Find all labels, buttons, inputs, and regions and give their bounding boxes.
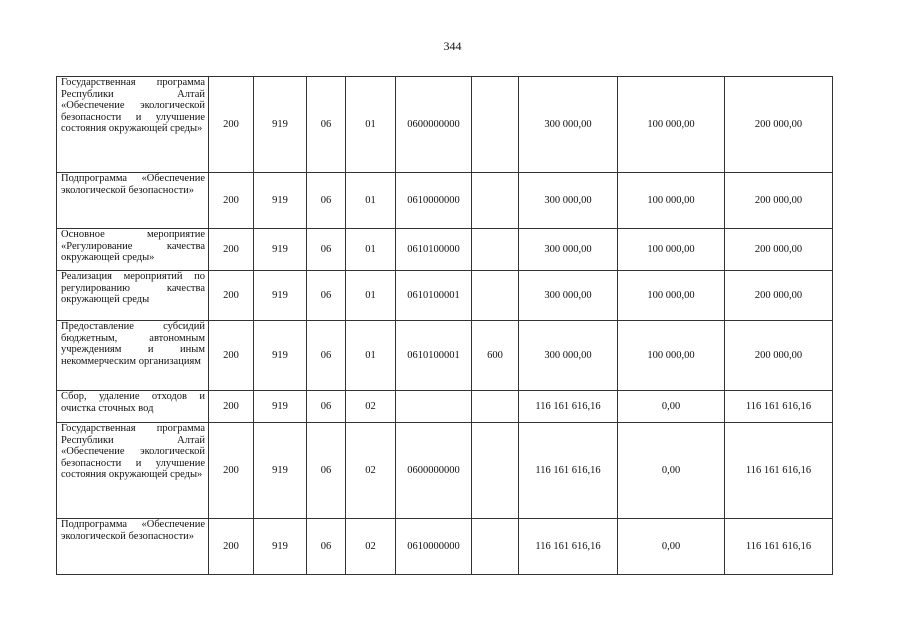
cell-regional-amount: 200 000,00 xyxy=(725,229,833,271)
cell-grbs-code: 919 xyxy=(254,173,307,229)
cell-regional-amount: 200 000,00 xyxy=(725,77,833,173)
cell-section: 06 xyxy=(307,229,346,271)
table-row xyxy=(57,321,833,391)
cell-name: Подпрограмма «Обеспечение экологической безопасности» xyxy=(57,173,209,229)
cell-federal-amount: 0,00 xyxy=(618,391,725,423)
cell-subsection: 01 xyxy=(346,77,396,173)
table-row xyxy=(57,423,833,519)
cell-admin-code: 200 xyxy=(209,391,254,423)
cell-section: 06 xyxy=(307,321,346,391)
cell-subsection: 02 xyxy=(346,391,396,423)
cell-section: 06 xyxy=(307,173,346,229)
cell-target-article: 0610100001 xyxy=(396,321,472,391)
cell-grbs-code: 919 xyxy=(254,519,307,575)
cell-admin-code: 200 xyxy=(209,77,254,173)
cell-expense-type: 600 xyxy=(472,321,519,391)
cell-target-article: 0610000000 xyxy=(396,519,472,575)
cell-grbs-code: 919 xyxy=(254,391,307,423)
cell-admin-code: 200 xyxy=(209,173,254,229)
cell-expense-type xyxy=(472,229,519,271)
cell-name: Государственная программа Республики Алтай «Обеспечение экологической безопасности и улучшение состояния окружающей среды» xyxy=(57,423,209,519)
cell-regional-amount: 200 000,00 xyxy=(725,173,833,229)
cell-regional-amount: 116 161 616,16 xyxy=(725,391,833,423)
cell-target-article: 0600000000 xyxy=(396,77,472,173)
cell-total-amount: 300 000,00 xyxy=(519,229,618,271)
cell-federal-amount: 100 000,00 xyxy=(618,229,725,271)
cell-grbs-code: 919 xyxy=(254,77,307,173)
cell-federal-amount: 100 000,00 xyxy=(618,77,725,173)
cell-grbs-code: 919 xyxy=(254,229,307,271)
cell-target-article: 0610100001 xyxy=(396,271,472,321)
cell-grbs-code: 919 xyxy=(254,321,307,391)
table-row xyxy=(57,229,833,271)
cell-federal-amount: 100 000,00 xyxy=(618,173,725,229)
cell-admin-code: 200 xyxy=(209,271,254,321)
cell-regional-amount: 116 161 616,16 xyxy=(725,519,833,575)
cell-name: Подпрограмма «Обеспечение экологической безопасности» xyxy=(57,519,209,575)
cell-total-amount: 116 161 616,16 xyxy=(519,519,618,575)
cell-federal-amount: 0,00 xyxy=(618,519,725,575)
table-row xyxy=(57,77,833,173)
cell-federal-amount: 100 000,00 xyxy=(618,321,725,391)
table-row xyxy=(57,173,833,229)
cell-expense-type xyxy=(472,423,519,519)
cell-grbs-code: 919 xyxy=(254,423,307,519)
cell-total-amount: 300 000,00 xyxy=(519,77,618,173)
cell-federal-amount: 100 000,00 xyxy=(618,271,725,321)
cell-name: Сбор, удаление отходов и очистка сточных вод xyxy=(57,391,209,423)
cell-section: 06 xyxy=(307,519,346,575)
cell-expense-type xyxy=(472,271,519,321)
cell-target-article: 0610100000 xyxy=(396,229,472,271)
budget-table xyxy=(56,76,833,575)
cell-admin-code: 200 xyxy=(209,519,254,575)
cell-expense-type xyxy=(472,173,519,229)
cell-target-article: 0600000000 xyxy=(396,423,472,519)
cell-name: Государственная программа Республики Алтай «Обеспечение экологической безопасности и улучшение состояния окружающей среды» xyxy=(57,77,209,173)
cell-name: Реализация мероприятий по регулированию качества окружающей среды xyxy=(57,271,209,321)
cell-expense-type xyxy=(472,391,519,423)
page-number: 344 xyxy=(443,39,462,53)
cell-regional-amount: 116 161 616,16 xyxy=(725,423,833,519)
cell-grbs-code: 919 xyxy=(254,271,307,321)
cell-subsection: 01 xyxy=(346,271,396,321)
cell-subsection: 02 xyxy=(346,423,396,519)
cell-section: 06 xyxy=(307,423,346,519)
cell-admin-code: 200 xyxy=(209,423,254,519)
table-row xyxy=(57,271,833,321)
cell-expense-type xyxy=(472,77,519,173)
cell-regional-amount: 200 000,00 xyxy=(725,321,833,391)
table-row xyxy=(57,391,833,423)
cell-federal-amount: 0,00 xyxy=(618,423,725,519)
cell-subsection: 01 xyxy=(346,321,396,391)
cell-subsection: 01 xyxy=(346,229,396,271)
cell-total-amount: 300 000,00 xyxy=(519,321,618,391)
table-row xyxy=(57,519,833,575)
cell-name: Предоставление субсидий бюджетным, автономным учреждениям и иным некоммерческим организациям xyxy=(57,321,209,391)
cell-section: 06 xyxy=(307,391,346,423)
cell-regional-amount: 200 000,00 xyxy=(725,271,833,321)
cell-total-amount: 300 000,00 xyxy=(519,173,618,229)
cell-admin-code: 200 xyxy=(209,321,254,391)
cell-section: 06 xyxy=(307,271,346,321)
cell-total-amount: 300 000,00 xyxy=(519,271,618,321)
cell-subsection: 01 xyxy=(346,173,396,229)
table-body xyxy=(57,77,833,575)
cell-section: 06 xyxy=(307,77,346,173)
cell-name: Основное мероприятие «Регулирование качества окружающей среды» xyxy=(57,229,209,271)
cell-target-article xyxy=(396,391,472,423)
cell-target-article: 0610000000 xyxy=(396,173,472,229)
cell-total-amount: 116 161 616,16 xyxy=(519,423,618,519)
cell-total-amount: 116 161 616,16 xyxy=(519,391,618,423)
cell-admin-code: 200 xyxy=(209,229,254,271)
cell-expense-type xyxy=(472,519,519,575)
cell-subsection: 02 xyxy=(346,519,396,575)
